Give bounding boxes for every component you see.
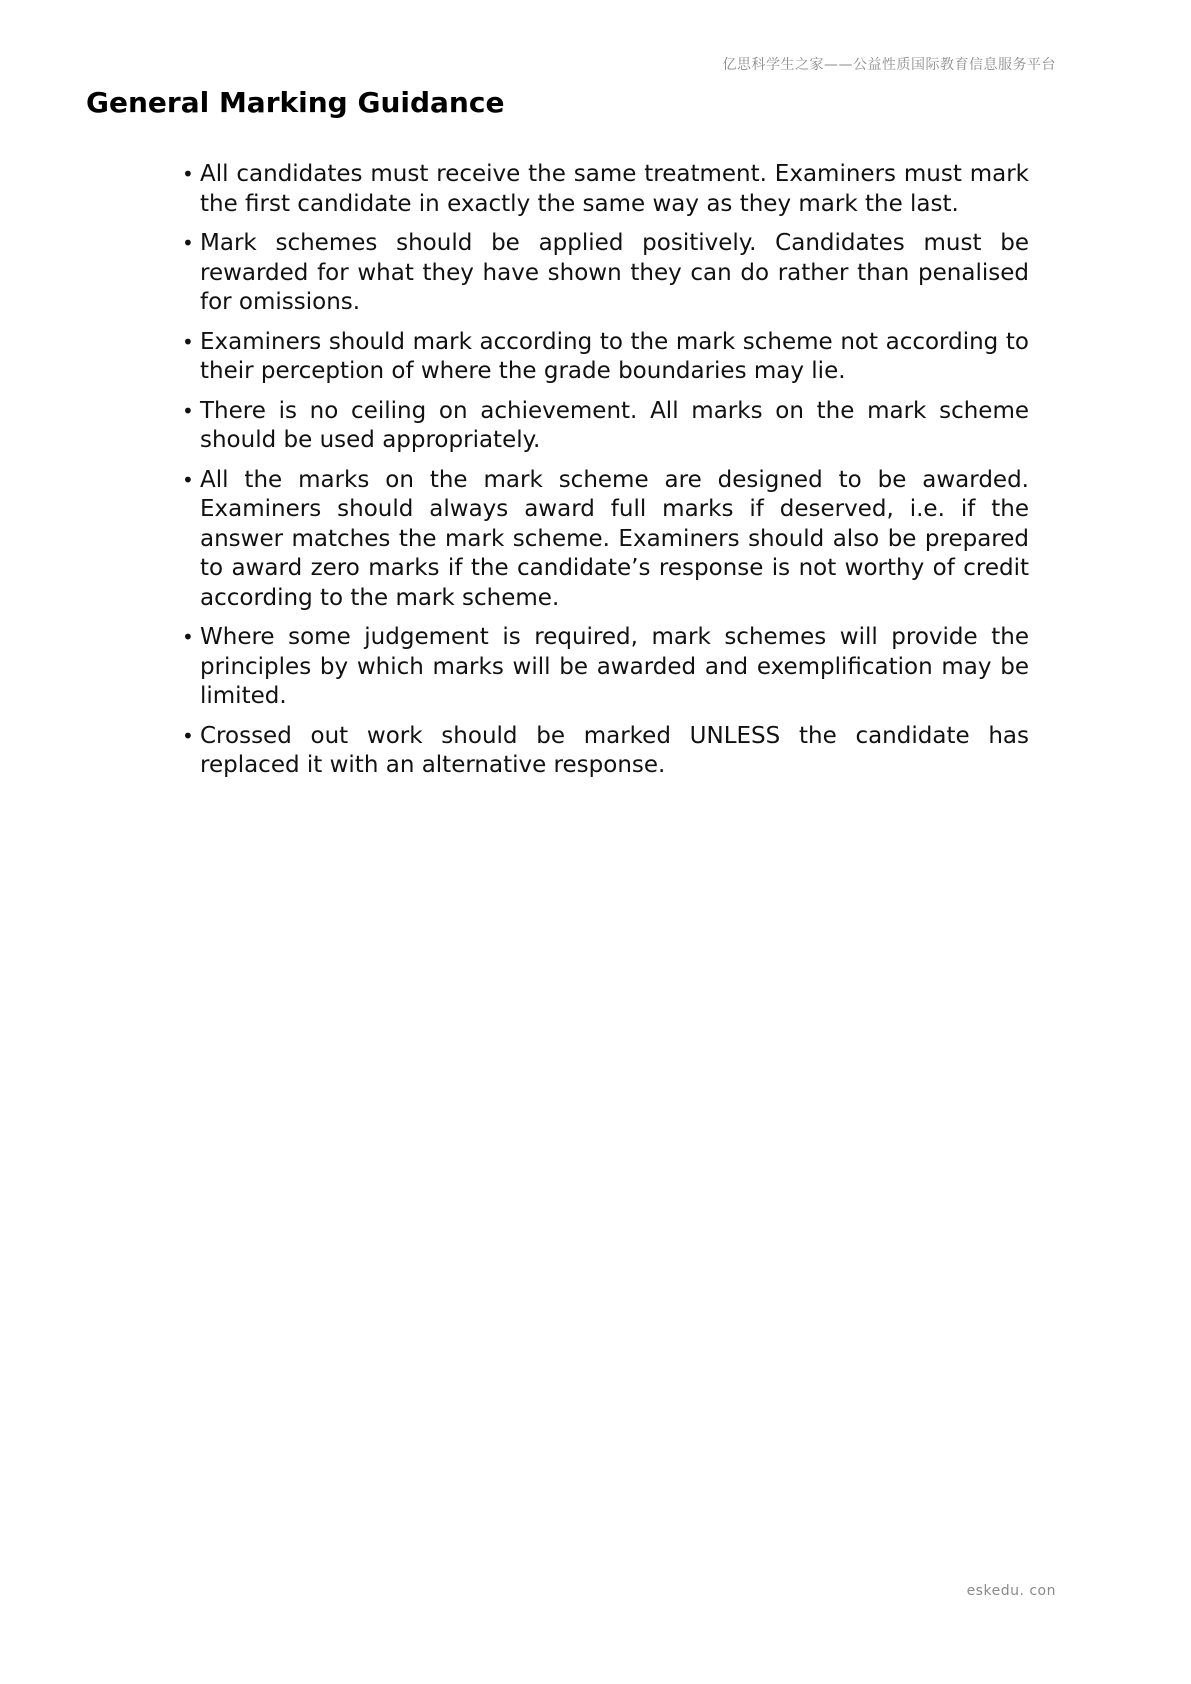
list-item-text: Crossed out work should be marked UNLESS the candidate has replaced it with an alternative response.: [200, 722, 1029, 778]
header-watermark: 亿思科学生之家——公益性质国际教育信息服务平台: [722, 57, 1056, 73]
list-item: [182, 397, 1029, 456]
bullet-icon: •: [182, 231, 194, 255]
list-item: [182, 466, 1029, 614]
list-item: [182, 722, 1029, 781]
page-title: General Marking Guidance: [86, 86, 505, 119]
bullet-icon: •: [182, 162, 194, 186]
list-item: [182, 623, 1029, 712]
list-item: [182, 229, 1029, 318]
list-item-text: There is no ceiling on achievement. All marks on the mark scheme should be used appropriately.: [200, 397, 1029, 453]
list-item: [182, 160, 1029, 219]
bullet-icon: •: [182, 723, 194, 748]
list-item-text: Examiners should mark according to the mark scheme not according to their perception of where the grade boundaries may lie.: [200, 328, 1029, 384]
guidance-list: [182, 160, 1029, 791]
list-item-text: All the marks on the mark scheme are designed to be awarded. Examiners should always award full marks if deserved, i.e. if the answer matches the mark scheme. Examiners should also be prepared to award zero marks if the candidate’s response is not worthy of credit according to the mark scheme.: [200, 466, 1029, 611]
list-item: [182, 328, 1029, 387]
bullet-icon: •: [182, 625, 194, 649]
footer-site: eskedu. con: [966, 1583, 1056, 1599]
list-item-text: Mark schemes should be applied positively. Candidates must be rewarded for what they have shown they can do rather than penalised for omissions.: [200, 230, 1029, 315]
list-item-text: All candidates must receive the same treatment. Examiners must mark the first candidate in exactly the same way as they mark the last.: [200, 161, 1029, 217]
bullet-icon: •: [182, 467, 194, 492]
bullet-icon: •: [182, 398, 194, 423]
bullet-icon: •: [182, 329, 194, 354]
list-item-text: Where some judgement is required, mark schemes will provide the principles by which marks will be awarded and exemplification may be limited.: [200, 624, 1029, 709]
